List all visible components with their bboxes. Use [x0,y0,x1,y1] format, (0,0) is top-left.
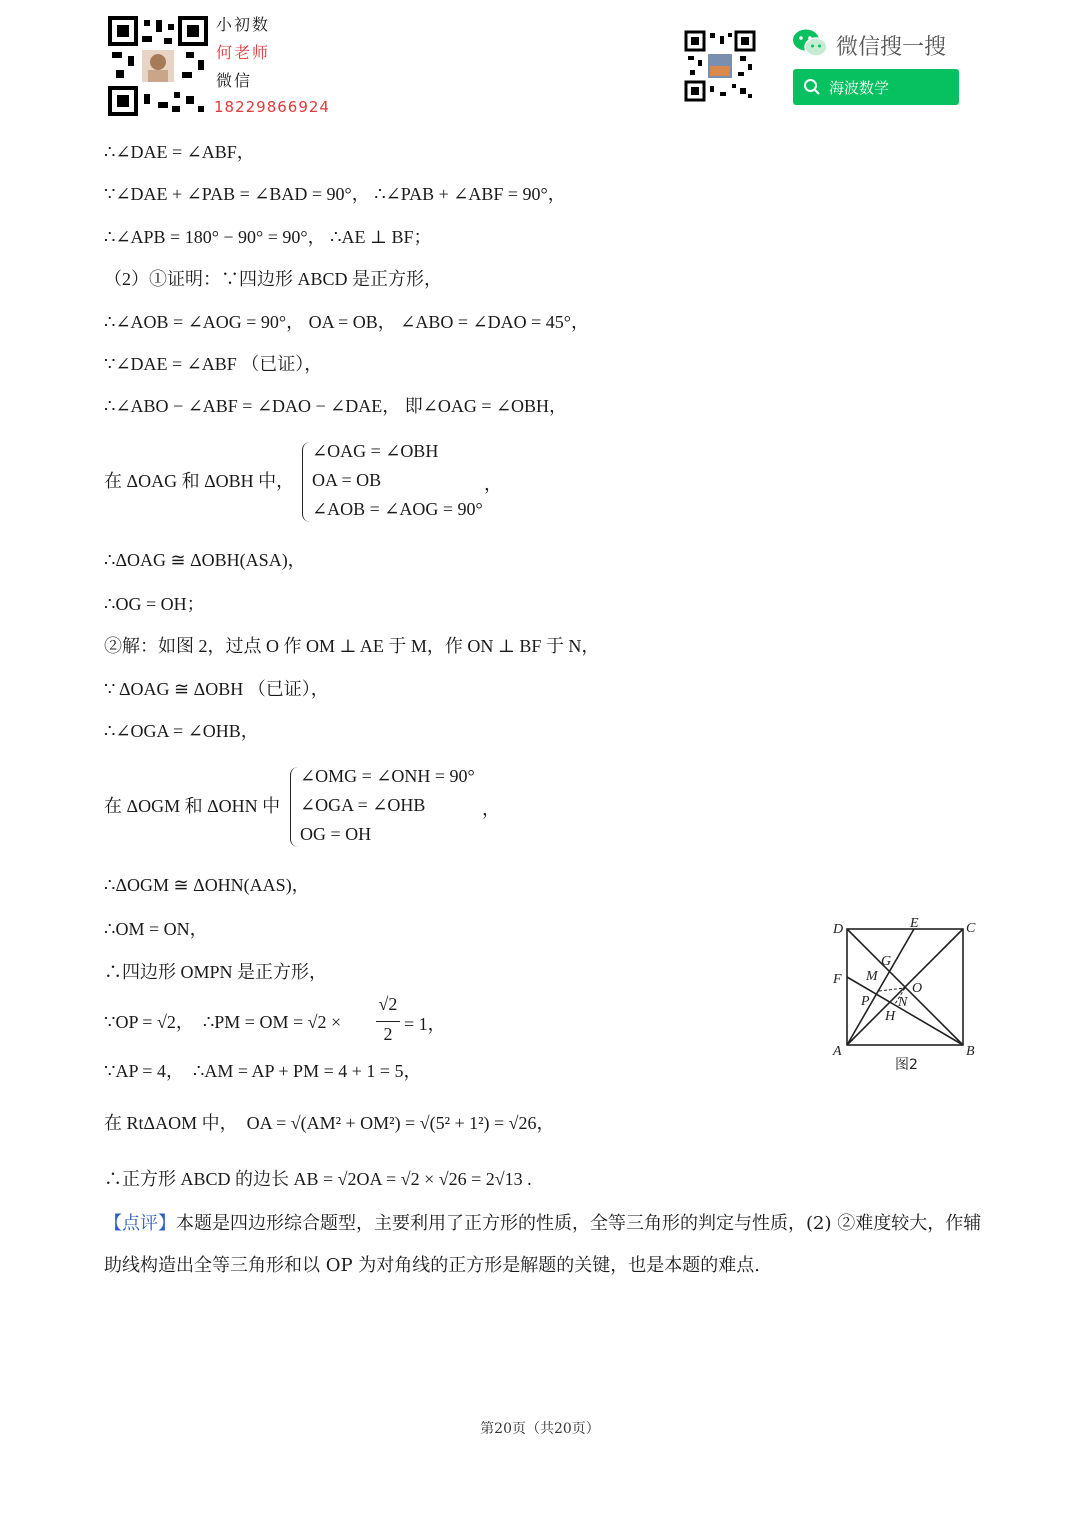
phone-number: 18229866924 [214,98,330,116]
label-f: F [833,972,842,987]
proof-line-11: ∵ ΔOAG ≅ ΔOBH （已证）， [104,679,329,699]
system-1-row-1: ∠OAG = ∠OBH [312,441,439,461]
search-button[interactable] [793,69,959,105]
figure-2 [828,912,980,1076]
label-h: H [885,1009,896,1024]
handwriting-line-1: 小初数 [216,15,271,34]
qr-code-icon [684,30,756,102]
page-footer: 第20页（共20页） [480,1421,600,1437]
op-equation-left: ∵OP = √2， ∴PM = OM = √2 × [104,1012,342,1032]
system-1-row-2: OA = OB [312,470,382,490]
label-p: P [861,994,870,1009]
system-2-row-3: OG = OH [300,824,372,844]
op-equation-right: = 1， [404,1014,446,1034]
system-1-prefix: 在 ΔOAG 和 ΔOBH 中， [104,471,295,491]
wechat-search-title: 微信搜一搜 [836,35,947,60]
handwriting-line-2: 何老师 [216,43,271,62]
search-button-label: 海波数学 [829,78,890,97]
proof-line-2: ∵∠DAE + ∠PAB = ∠BAD = 90°， ∴∠PAB + ∠ABF = 90°， [104,184,566,204]
proof-line-4: （2）①证明：∵四边形 ABCD 是正方形， [104,269,443,289]
label-c: C [966,921,976,936]
review-text: 本题是四边形综合题型，主要利用了正方形的性质，全等三角形的判定与性质，(2) ②难度较大，作辅助线构造出全等三角形和以 OP 为对角线的正方形是解题的关键，也是本题的难点. [104,1213,982,1276]
fraction-denominator: 2 [383,1024,393,1044]
proof-line-ap: ∵AP = 4， ∴AM = AP + PM = 4 + 1 = 5， [104,1061,422,1081]
system-2-suffix: ， [482,799,500,819]
label-g: G [881,954,892,969]
handwriting-line-3: 微信 [216,71,253,90]
fraction-numerator: √2 [378,994,398,1014]
proof-line-8: ∴ΔOAG ≅ ΔOBH(ASA)， [104,550,306,570]
system-2-prefix: 在 ΔOGM 和 ΔOHN 中 [104,796,281,816]
review-tag: 【点评】 [104,1213,176,1234]
label-n: N [898,995,908,1010]
system-1-row-3: ∠AOB = ∠AOG = 90° [312,499,483,519]
proof-line-15: ∴四边形 OMPN 是正方形， [104,962,328,982]
qr-code-icon [108,16,208,116]
brace-icon [302,442,311,522]
label-d: D [833,922,844,937]
proof-line-13: ∴ΔOGM ≅ ΔOHN(AAS)， [104,875,310,895]
proof-line-rt: 在 RtΔAOM 中， OA = √(AM² + OM²) = √(5² + 1²) = √26， [104,1113,555,1133]
label-a: A [833,1044,842,1059]
proof-line-9: ∴OG = OH； [104,594,205,614]
proof-line-3: ∴∠APB = 180° − 90° = 90°， ∴AE ⊥ BF； [104,227,432,247]
system-2-row-2: ∠OGA = ∠OHB [300,795,426,815]
proof-line-1: ∴∠DAE = ∠ABF， [104,142,255,162]
proof-line-5: ∴∠AOB = ∠AOG = 90°， OA = OB， ∠ABO = ∠DAO = 45°， [104,312,589,332]
wechat-icon [792,28,828,58]
system-1-suffix: ， [484,474,502,494]
label-m: M [866,969,878,984]
proof-line-10: ②解：如图 2，过点 O 作 OM ⊥ AE 于 M，作 ON ⊥ BF 于 N， [104,636,600,656]
label-o: O [912,981,923,996]
proof-line-14: ∴OM = ON， [104,919,208,939]
proof-line-12: ∴∠OGA = ∠OHB， [104,721,259,741]
search-icon [803,78,821,96]
review-paragraph [104,1203,984,1287]
proof-line-7: ∴∠ABO − ∠ABF = ∠DAO − ∠DAE， 即∠OAG = ∠OBH， [104,396,568,416]
system-2-row-1: ∠OMG = ∠ONH = 90° [300,766,475,786]
proof-line-6: ∵∠DAE = ∠ABF （已证）， [104,354,323,374]
label-e: E [910,916,919,931]
proof-line-side: ∴正方形 ABCD 的边长 AB = √2OA = √2 × √26 = 2√13 . [104,1169,532,1189]
fraction-bar [376,1021,400,1022]
brace-icon [290,767,299,847]
figure-caption: 图2 [895,1057,918,1073]
label-b: B [966,1044,975,1059]
